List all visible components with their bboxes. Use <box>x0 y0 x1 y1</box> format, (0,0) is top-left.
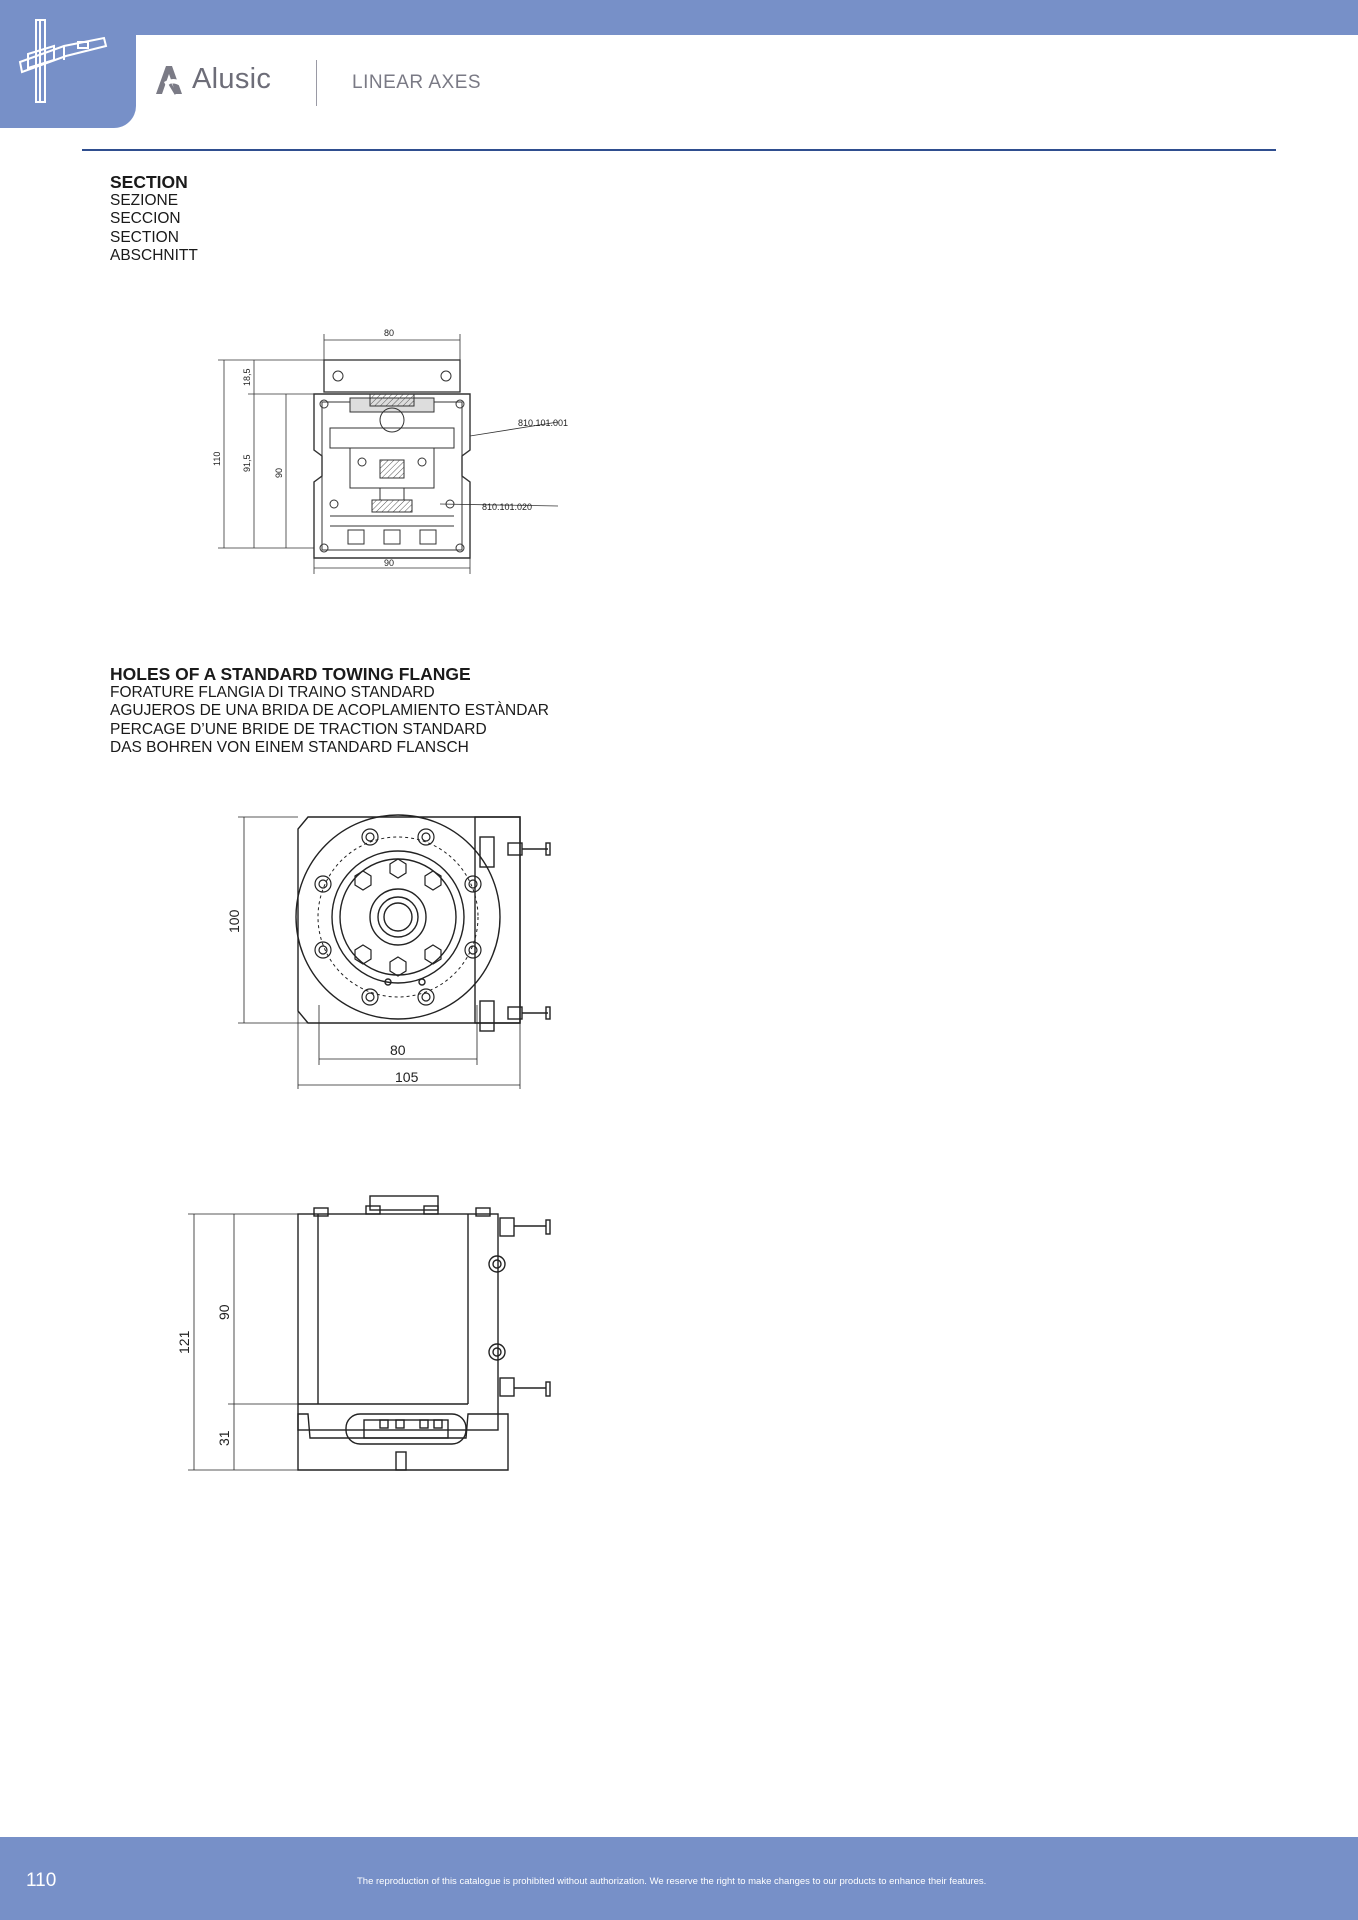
dim-side-upper: 90 <box>216 1304 232 1320</box>
section-heading-fr: SECTION <box>110 228 179 246</box>
dim-side-lower: 31 <box>216 1430 232 1446</box>
top-band <box>0 0 1358 35</box>
page-number: 110 <box>26 1870 57 1891</box>
section-heading-it: SEZIONE <box>110 192 179 209</box>
dim-bottom-width: 90 <box>384 558 395 568</box>
section-drawing <box>200 320 590 580</box>
dim-side-total: 121 <box>176 1330 192 1354</box>
flange-drawing <box>220 805 560 1095</box>
flange-heading-it: FORATURE FLANGIA DI TRAINO STANDARD <box>110 684 435 701</box>
side-view-drawing <box>170 1188 560 1478</box>
section-heading-es: SECCION <box>110 210 181 228</box>
brand-name: Alusic <box>192 62 272 95</box>
flange-heading-fr: PERCAGE D’UNE BRIDE DE TRACTION STANDARD <box>110 720 487 738</box>
category-tab <box>0 0 136 128</box>
callout-810-101-001: 810.101.001 <box>518 418 569 428</box>
linear-axis-icon <box>18 16 110 108</box>
flange-heading-de: DAS BOHREN VON EINEM STANDARD FLANSCH <box>110 738 469 756</box>
dim-height-90: 90 <box>274 467 284 478</box>
brand <box>152 62 271 96</box>
dim-top-width: 80 <box>384 328 395 338</box>
header-panel <box>136 35 1358 147</box>
footer-note: The reproduction of this catalogue is prohibited without authorization. We reserve the right to make changes to our products to enhance their features. <box>357 1876 987 1887</box>
flange-heading <box>110 664 549 757</box>
flange-heading-es: AGUJEROS DE UNA BRIDA DE ACOPLAMIENTO ESTÀNDAR <box>110 702 549 720</box>
flange-heading-title: HOLES OF A STANDARD TOWING FLANGE <box>110 664 471 684</box>
callout-810-101-020: 810.101.020 <box>482 502 533 512</box>
alusic-logo-icon <box>152 62 186 96</box>
dim-height-91-5: 91,5 <box>242 454 252 472</box>
header-divider <box>316 60 317 106</box>
dim-total-height: 110 <box>212 451 222 466</box>
header-rule <box>82 149 1276 151</box>
section-title: LINEAR AXES <box>352 72 482 93</box>
section-heading-de: ABSCHNITT <box>110 246 198 264</box>
dim-flange-outer-width: 105 <box>395 1069 419 1085</box>
dim-flange-inner-width: 80 <box>390 1042 406 1058</box>
dim-height-18-5: 18,5 <box>242 368 252 386</box>
section-heading <box>110 172 198 265</box>
dim-flange-height: 100 <box>226 909 242 933</box>
section-heading-title: SECTION <box>110 172 188 192</box>
